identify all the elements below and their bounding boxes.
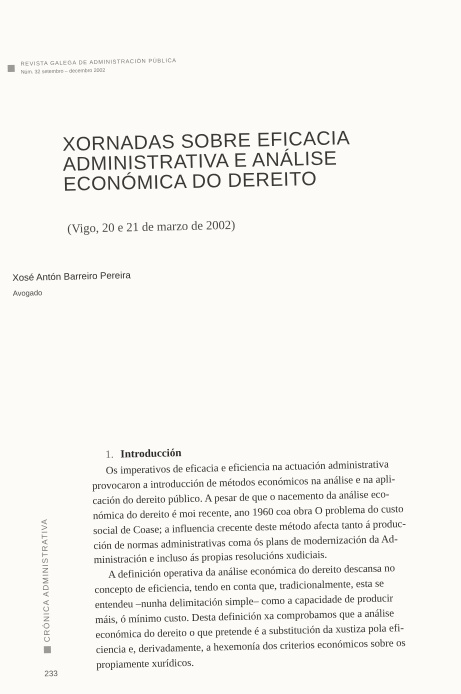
author-role: Avogado (12, 288, 43, 298)
article-title-line: XORNADAS SOBRE EFICACIA (62, 127, 351, 156)
article-subtitle: (Vigo, 20 e 21 de marzo de 2002) (67, 217, 236, 236)
article-title (62, 128, 363, 195)
journal-name: REVISTA GALEGA DE ADMINISTRACIÓN PÚBLICA (20, 58, 177, 68)
text-line: social de Coase; a influencia crecente deste método afecta tanto á produc- (93, 518, 406, 537)
text-line: económica do dereito o que pretende é a substitución da xustiza pola efi- (95, 623, 404, 642)
text-line: máis, ó mínimo custo. Desta definición xa comprobamos que a análise (95, 608, 395, 627)
text-line: ción de normas administrativas coma ós plans de modernización da Ad- (93, 533, 398, 552)
text-line: cación do dereito público. A pesar de que o nacemento da análise eco- (92, 489, 390, 507)
text-line: provocaron a introducción de métodos económicos na análise e na apli- (92, 474, 396, 493)
text-line: concepto de eficiencia, tendo en conta que, tradicionalmente, esta se (94, 578, 385, 597)
paragraph (92, 457, 444, 569)
side-square-icon (44, 646, 51, 653)
text-line: entendeu –nunha delimitación simple– como a capacidade de producir (94, 593, 394, 612)
body-text (92, 457, 447, 674)
text-line: A definición operativa da análise económica do dereito descansa no (108, 563, 396, 582)
section-title: Introducción (120, 447, 182, 461)
author-name: Xosé Antón Barreiro Pereira (12, 270, 131, 284)
section-heading (105, 447, 181, 461)
article-title-line: ADMINISTRATIVA E ANÁLISE (62, 147, 338, 176)
section-side-label (40, 503, 55, 653)
text-line: ciencia e, derivadamente, a hexemonía dos criterios económicos sobre os (95, 637, 406, 656)
section-number: 1. (105, 448, 114, 461)
text-line: propiamente xurídicos. (96, 657, 195, 671)
text-line: Os imperativos de eficacia e eficiencia na actuación administrativa (105, 459, 389, 477)
page-number: 233 (44, 668, 58, 679)
side-label-text: CRÓNICA ADMINISTRATIVA (39, 518, 52, 643)
paragraph (94, 562, 446, 674)
article-title-line: ECONÓMICA DO DEREITO (63, 167, 318, 196)
text-line: ministración e incluso ás propias resolucións xudiciais. (93, 550, 328, 567)
journal-issue: Núm. 32 setembro – decembro 2002 (20, 67, 106, 76)
header-square-icon (8, 65, 15, 72)
text-line: nómica do dereito é moi recente, ano 1960 coa obra O problema do custo (92, 503, 404, 522)
